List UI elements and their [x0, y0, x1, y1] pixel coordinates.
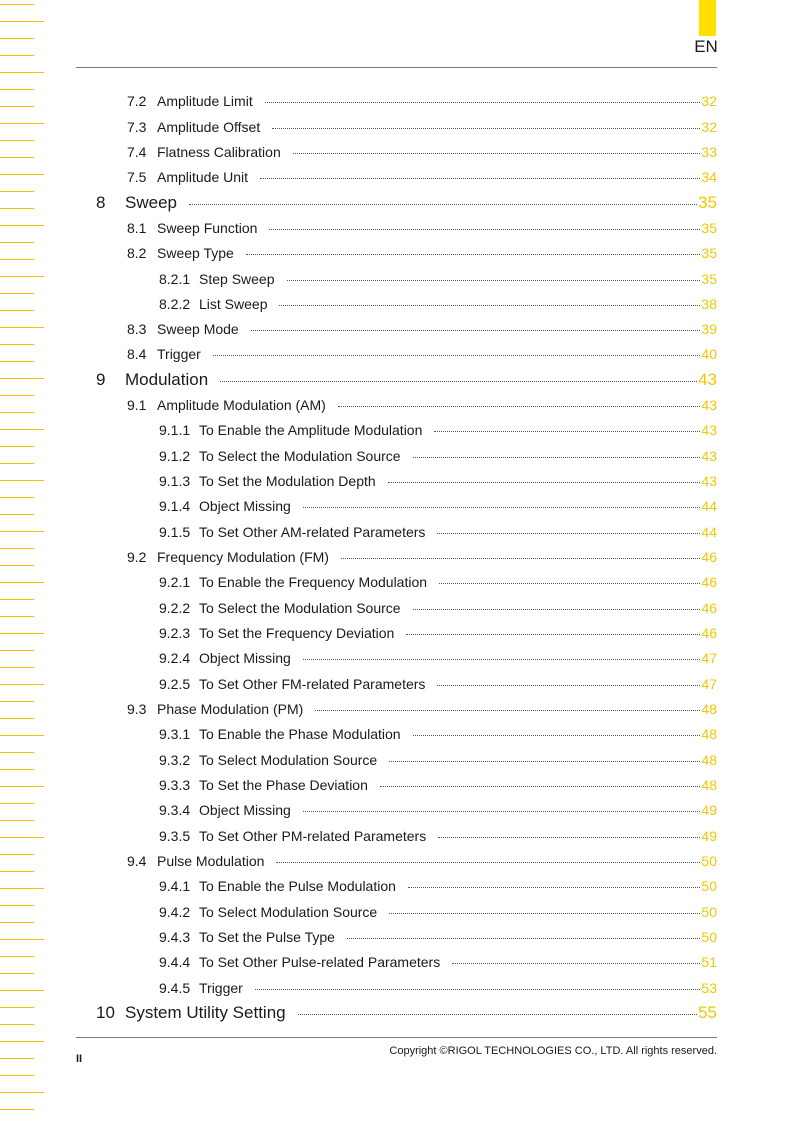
- toc-entry-page: 51: [701, 954, 717, 970]
- toc-entry-title: System Utility Setting: [125, 1003, 286, 1022]
- toc-entry-number: 9: [96, 370, 106, 389]
- toc-entry-title: Sweep Type: [157, 245, 234, 261]
- toc-entry-title: Flatness Calibration: [157, 144, 281, 160]
- toc-entry-page: 49: [701, 802, 717, 818]
- toc-entry-number: 9.2.3: [159, 625, 191, 641]
- toc-entry[interactable]: [127, 346, 717, 362]
- toc-dot-leader: [298, 1013, 697, 1015]
- toc-entry[interactable]: [159, 296, 717, 312]
- toc-dot-leader: [251, 329, 701, 331]
- toc-entry-page: 48: [701, 752, 717, 768]
- toc-entry[interactable]: [127, 169, 717, 185]
- toc-dot-leader: [437, 684, 700, 686]
- toc-entry-title: Object Missing: [199, 650, 291, 666]
- toc-dot-leader: [437, 532, 700, 534]
- toc-entry-page: 43: [701, 473, 717, 489]
- toc-dot-leader: [413, 608, 701, 610]
- toc-entry-title: Sweep Function: [157, 220, 258, 236]
- toc-entry-number: 9.1.2: [159, 448, 191, 464]
- copyright-notice: Copyright ©RIGOL TECHNOLOGIES CO., LTD. All rights reserved.: [389, 1045, 717, 1057]
- toc-dot-leader: [389, 912, 700, 914]
- toc-entry-page: 35: [701, 245, 717, 261]
- toc-entry[interactable]: [159, 904, 717, 920]
- toc-entry[interactable]: [127, 245, 717, 261]
- toc-entry-title: To Enable the Frequency Modulation: [199, 574, 428, 590]
- toc-entry-page: 35: [701, 271, 717, 287]
- toc-entry[interactable]: [96, 1003, 717, 1023]
- toc-entry-title: Sweep Mode: [157, 321, 239, 337]
- toc-entry-title: Frequency Modulation (FM): [157, 549, 329, 565]
- toc-entry-number: 9.4.4: [159, 954, 191, 970]
- toc-entry[interactable]: [159, 676, 717, 692]
- toc-entry-page: 53: [701, 980, 717, 996]
- toc-entry-number: 9.3.2: [159, 752, 191, 768]
- toc-entry[interactable]: [159, 878, 717, 894]
- toc-dot-leader: [388, 481, 701, 483]
- toc-dot-leader: [189, 203, 697, 205]
- toc-dot-leader: [338, 405, 701, 407]
- toc-dot-leader: [315, 709, 700, 711]
- toc-entry[interactable]: [127, 853, 717, 869]
- toc-entry-number: 9.1.3: [159, 473, 191, 489]
- toc-entry[interactable]: [159, 954, 717, 970]
- toc-entry-page: 48: [701, 701, 717, 717]
- toc-entry-number: 9.4.5: [159, 980, 191, 996]
- toc-entry[interactable]: [127, 144, 717, 160]
- toc-entry-page: 46: [701, 625, 717, 641]
- toc-entry-page: 39: [701, 321, 717, 337]
- toc-entry[interactable]: [96, 370, 717, 390]
- toc-dot-leader: [213, 354, 701, 356]
- toc-entry[interactable]: [159, 828, 717, 844]
- toc-entry-number: 7.4: [127, 144, 147, 160]
- toc-entry[interactable]: [127, 701, 717, 717]
- toc-dot-leader: [380, 785, 701, 787]
- toc-entry-number: 9.4.2: [159, 904, 191, 920]
- toc-entry-number: 9.4.3: [159, 929, 191, 945]
- toc-entry[interactable]: [159, 802, 717, 818]
- toc-entry-number: 9.4: [127, 853, 147, 869]
- toc-dot-leader: [303, 506, 701, 508]
- toc-entry-page: 48: [701, 777, 717, 793]
- toc-entry-page: 46: [701, 574, 717, 590]
- toc-entry-title: To Enable the Pulse Modulation: [199, 878, 396, 894]
- toc-dot-leader: [452, 962, 700, 964]
- toc-entry-number: 8.3: [127, 321, 147, 337]
- toc-entry-number: 9.1.4: [159, 498, 191, 514]
- toc-dot-leader: [341, 557, 700, 559]
- toc-entry[interactable]: [159, 524, 717, 540]
- toc-dot-leader: [255, 988, 701, 990]
- page-number: II: [76, 1053, 83, 1065]
- toc-entry[interactable]: [159, 777, 717, 793]
- toc-dot-leader: [220, 380, 697, 382]
- toc-dot-leader: [260, 177, 700, 179]
- toc-entry-number: 9.2.2: [159, 600, 191, 616]
- toc-entry-number: 8.4: [127, 346, 147, 362]
- toc-dot-leader: [406, 633, 700, 635]
- toc-entry-page: 55: [698, 1003, 717, 1022]
- toc-entry-title: Amplitude Modulation (AM): [157, 397, 326, 413]
- toc-entry[interactable]: [159, 980, 717, 996]
- toc-entry-title: To Set Other AM-related Parameters: [199, 524, 426, 540]
- toc-dot-leader: [287, 279, 701, 281]
- toc-entry-number: 8.1: [127, 220, 147, 236]
- toc-entry-page: 48: [701, 726, 717, 742]
- toc-entry[interactable]: [159, 574, 717, 590]
- toc-entry-title: Object Missing: [199, 802, 291, 818]
- footer-divider: [76, 1037, 717, 1038]
- toc-entry-page: 38: [701, 296, 717, 312]
- toc-entry-title: Amplitude Offset: [157, 119, 261, 135]
- toc-entry-page: 47: [701, 650, 717, 666]
- toc-entry-title: To Set Other FM-related Parameters: [199, 676, 426, 692]
- toc-entry[interactable]: [159, 625, 717, 641]
- toc-entry[interactable]: [127, 549, 717, 565]
- toc-entry-page: 49: [701, 828, 717, 844]
- toc-dot-leader: [439, 582, 700, 584]
- toc-entry-title: Amplitude Unit: [157, 169, 249, 185]
- toc-entry-title: Phase Modulation (PM): [157, 701, 304, 717]
- toc-entry[interactable]: [127, 321, 717, 337]
- toc-entry-number: 7.3: [127, 119, 147, 135]
- toc-entry[interactable]: [159, 752, 717, 768]
- toc-entry-number: 9.3.1: [159, 726, 191, 742]
- toc-entry-page: 43: [701, 397, 717, 413]
- toc-entry-number: 9.2.4: [159, 650, 191, 666]
- toc-entry-title: To Select Modulation Source: [199, 904, 378, 920]
- language-label: EN: [694, 37, 718, 56]
- toc-entry[interactable]: [159, 422, 717, 438]
- toc-entry-page: 46: [701, 600, 717, 616]
- toc-entry[interactable]: [159, 498, 717, 514]
- toc-entry[interactable]: [159, 726, 717, 742]
- toc-entry[interactable]: [159, 448, 717, 464]
- toc-entry[interactable]: [127, 119, 717, 135]
- toc-entry[interactable]: [159, 600, 717, 616]
- toc-entry-title: Trigger: [199, 980, 243, 996]
- toc-entry-page: 44: [701, 524, 717, 540]
- toc-dot-leader: [269, 228, 700, 230]
- toc-entry-page: 46: [701, 549, 717, 565]
- toc-entry-title: Modulation: [125, 370, 209, 389]
- toc-dot-leader: [438, 836, 700, 838]
- toc-entry-number: 8.2.1: [159, 271, 191, 287]
- toc-entry[interactable]: [159, 473, 717, 489]
- toc-entry-title: To Select the Modulation Source: [199, 600, 401, 616]
- toc-dot-leader: [279, 304, 700, 306]
- toc-entry-number: 9.2: [127, 549, 147, 565]
- toc-entry-page: 50: [701, 853, 717, 869]
- toc-entry[interactable]: [127, 397, 717, 413]
- toc-entry-number: 9.4.1: [159, 878, 191, 894]
- toc-entry-title: Object Missing: [199, 498, 291, 514]
- toc-dot-leader: [276, 861, 700, 863]
- toc-entry-page: 34: [701, 169, 717, 185]
- toc-entry-number: 9.1.1: [159, 422, 191, 438]
- toc-entry[interactable]: [96, 193, 717, 213]
- toc-dot-leader: [303, 810, 701, 812]
- toc-entry-page: 32: [701, 119, 717, 135]
- toc-dot-leader: [413, 734, 701, 736]
- toc-entry-title: To Set Other PM-related Parameters: [199, 828, 427, 844]
- toc-entry-page: 43: [698, 370, 717, 389]
- toc-entry[interactable]: [159, 650, 717, 666]
- toc-entry[interactable]: [127, 220, 717, 236]
- toc-entry-page: 50: [701, 878, 717, 894]
- toc-entry-title: Pulse Modulation: [157, 853, 265, 869]
- toc-entry-title: Sweep: [125, 193, 177, 212]
- toc-dot-leader: [272, 127, 700, 129]
- toc-entry-number: 9.3: [127, 701, 147, 717]
- toc-entry-number: 9.2.1: [159, 574, 191, 590]
- toc-entry-number: 8: [96, 193, 106, 212]
- toc-dot-leader: [265, 101, 701, 103]
- toc-entry-title: Amplitude Limit: [157, 93, 253, 109]
- toc-entry-title: To Enable the Amplitude Modulation: [199, 422, 423, 438]
- toc-entry-number: 9.2.5: [159, 676, 191, 692]
- toc-dot-leader: [389, 760, 700, 762]
- toc-entry[interactable]: [127, 93, 717, 109]
- toc-entry-number: 9.3.5: [159, 828, 191, 844]
- toc-entry-number: 10: [96, 1003, 115, 1022]
- toc-entry[interactable]: [159, 929, 717, 945]
- toc-entry-page: 35: [701, 220, 717, 236]
- toc-entry-page: 43: [701, 422, 717, 438]
- toc-entry-number: 8.2: [127, 245, 147, 261]
- toc-entry-page: 47: [701, 676, 717, 692]
- toc-dot-leader: [408, 886, 701, 888]
- toc-entry-page: 32: [701, 93, 717, 109]
- toc-dot-leader: [347, 937, 700, 939]
- toc-dot-leader: [303, 658, 701, 660]
- toc-entry-page: 50: [701, 929, 717, 945]
- toc-entry-title: To Select the Modulation Source: [199, 448, 401, 464]
- toc-entry-title: To Enable the Phase Modulation: [199, 726, 401, 742]
- toc-dot-leader: [293, 152, 701, 154]
- toc-entry-number: 8.2.2: [159, 296, 191, 312]
- toc-entry-page: 33: [701, 144, 717, 160]
- toc-entry-page: 35: [698, 193, 717, 212]
- toc-dot-leader: [246, 253, 701, 255]
- toc-entry-number: 9.1.5: [159, 524, 191, 540]
- toc-entry-title: Step Sweep: [199, 271, 275, 287]
- toc-entry-title: To Set the Frequency Deviation: [199, 625, 395, 641]
- toc-entry-number: 9.3.4: [159, 802, 191, 818]
- toc-entry-page: 40: [701, 346, 717, 362]
- toc-entry-number: 9.3.3: [159, 777, 191, 793]
- toc-entry-title: Trigger: [157, 346, 201, 362]
- toc-dot-leader: [413, 456, 701, 458]
- toc-entry-title: To Set the Pulse Type: [199, 929, 335, 945]
- toc-entry-title: List Sweep: [199, 296, 268, 312]
- toc-entry-title: To Set the Modulation Depth: [199, 473, 376, 489]
- toc-entry[interactable]: [159, 271, 717, 287]
- toc-entry-number: 7.5: [127, 169, 147, 185]
- toc-entry-title: To Set Other Pulse-related Parameters: [199, 954, 441, 970]
- toc-dot-leader: [434, 430, 700, 432]
- toc-entry-number: 9.1: [127, 397, 147, 413]
- toc-entry-page: 50: [701, 904, 717, 920]
- toc-entry-page: 44: [701, 498, 717, 514]
- toc-entry-page: 43: [701, 448, 717, 464]
- toc-entry-number: 7.2: [127, 93, 147, 109]
- toc-entry-title: To Select Modulation Source: [199, 752, 378, 768]
- toc-entry-title: To Set the Phase Deviation: [199, 777, 368, 793]
